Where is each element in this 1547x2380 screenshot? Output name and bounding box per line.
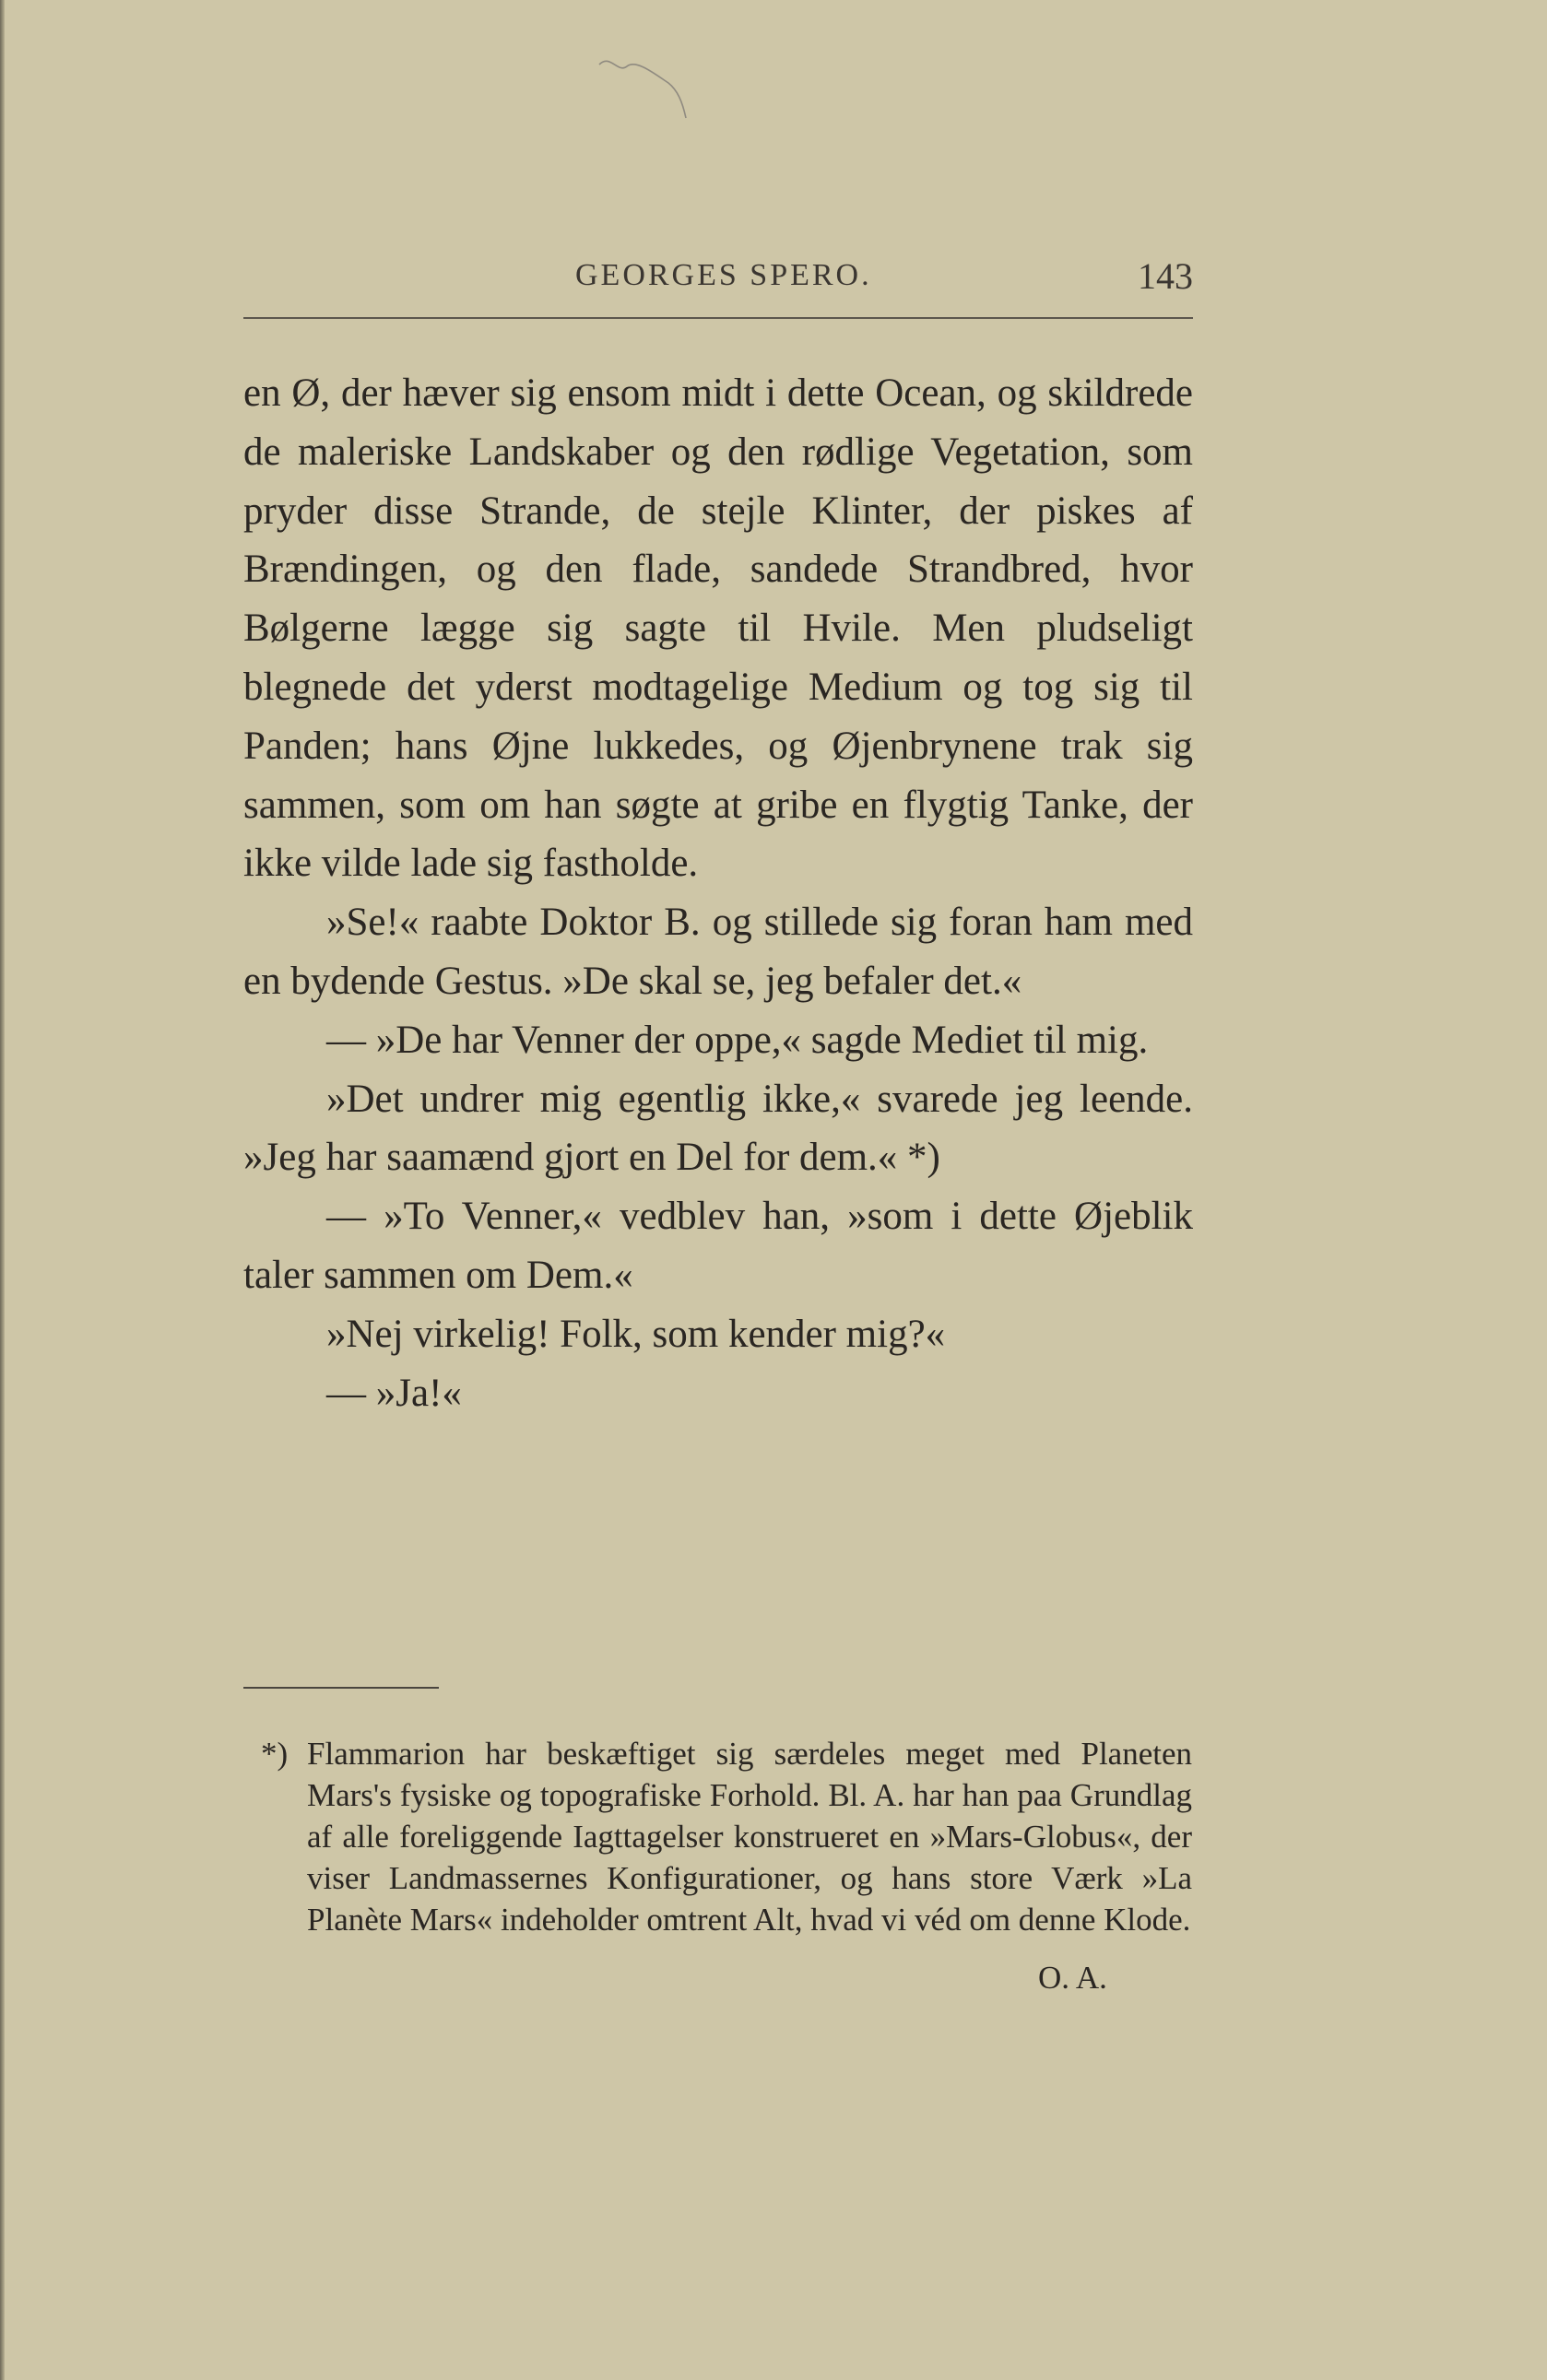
footnote-rule: [243, 1687, 439, 1689]
paragraph-4: »Det undrer mig egentlig ikke,« svarede jeg leende. »Jeg har saamænd gjort en Del for dem.« *): [243, 1077, 1193, 1180]
paragraph-7: — »Ja!«: [326, 1371, 462, 1415]
main-text: [243, 364, 1193, 1422]
paragraph-2: »Se!« raabte Doktor B. og stillede sig foran ham med en bydende Gestus. »De skal se, jeg befaler det.«: [243, 901, 1193, 1003]
footnote: [261, 1733, 1192, 1996]
paragraph-1: en Ø, der hæver sig ensom midt i dette Ocean, og skildrede de maleriske Landskaber og den rødlige Vegetation, som pryder disse Strande, de stejle Klinter, der piskes af Brændingen, og den flade, sandede Strandbred, hvor Bølgerne lægge sig sagte til Hvile. Men pludseligt blegnede det yderst modtagelige Medium og tog sig til Panden; hans Øjne lukkedes, og Øjenbrynene trak sig sammen, som om han søgte at gribe en flygtig Tanke, der ikke vilde lade sig fastholde.: [243, 371, 1193, 886]
header-rule: [243, 317, 1193, 319]
paragraph-5: — »To Venner,« vedblev han, »som i dette Øjeblik taler sammen om Dem.«: [243, 1195, 1193, 1297]
paragraph-6: »Nej virkelig! Folk, som kender mig?«: [326, 1312, 946, 1356]
paragraph-3: — »De har Venner der oppe,« sagde Mediet til mig.: [326, 1018, 1149, 1062]
footnote-marker: *): [261, 1736, 289, 1772]
pencil-scribble-mark: [590, 46, 701, 129]
running-head: [243, 255, 1193, 304]
page-number: 143: [1138, 255, 1193, 297]
footnote-signature: O. A.: [1038, 1960, 1107, 1996]
page-binding-edge: [0, 0, 5, 2380]
running-title: GEORGES SPERO.: [575, 258, 872, 292]
footnote-text: Flammarion har beskæftiget sig særdeles meget med Planeten Mars's fysiske og topografiske Forhold. Bl. A. har han paa Grundlag af alle foreliggende Iagttagelser konstrueret en »Mars-Globus«, der viser Landmassernes Konfigurationer, og hans store Værk »La Planète Mars« indeholder omtrent Alt, hvad vi véd om denne Klode.: [307, 1736, 1192, 1938]
